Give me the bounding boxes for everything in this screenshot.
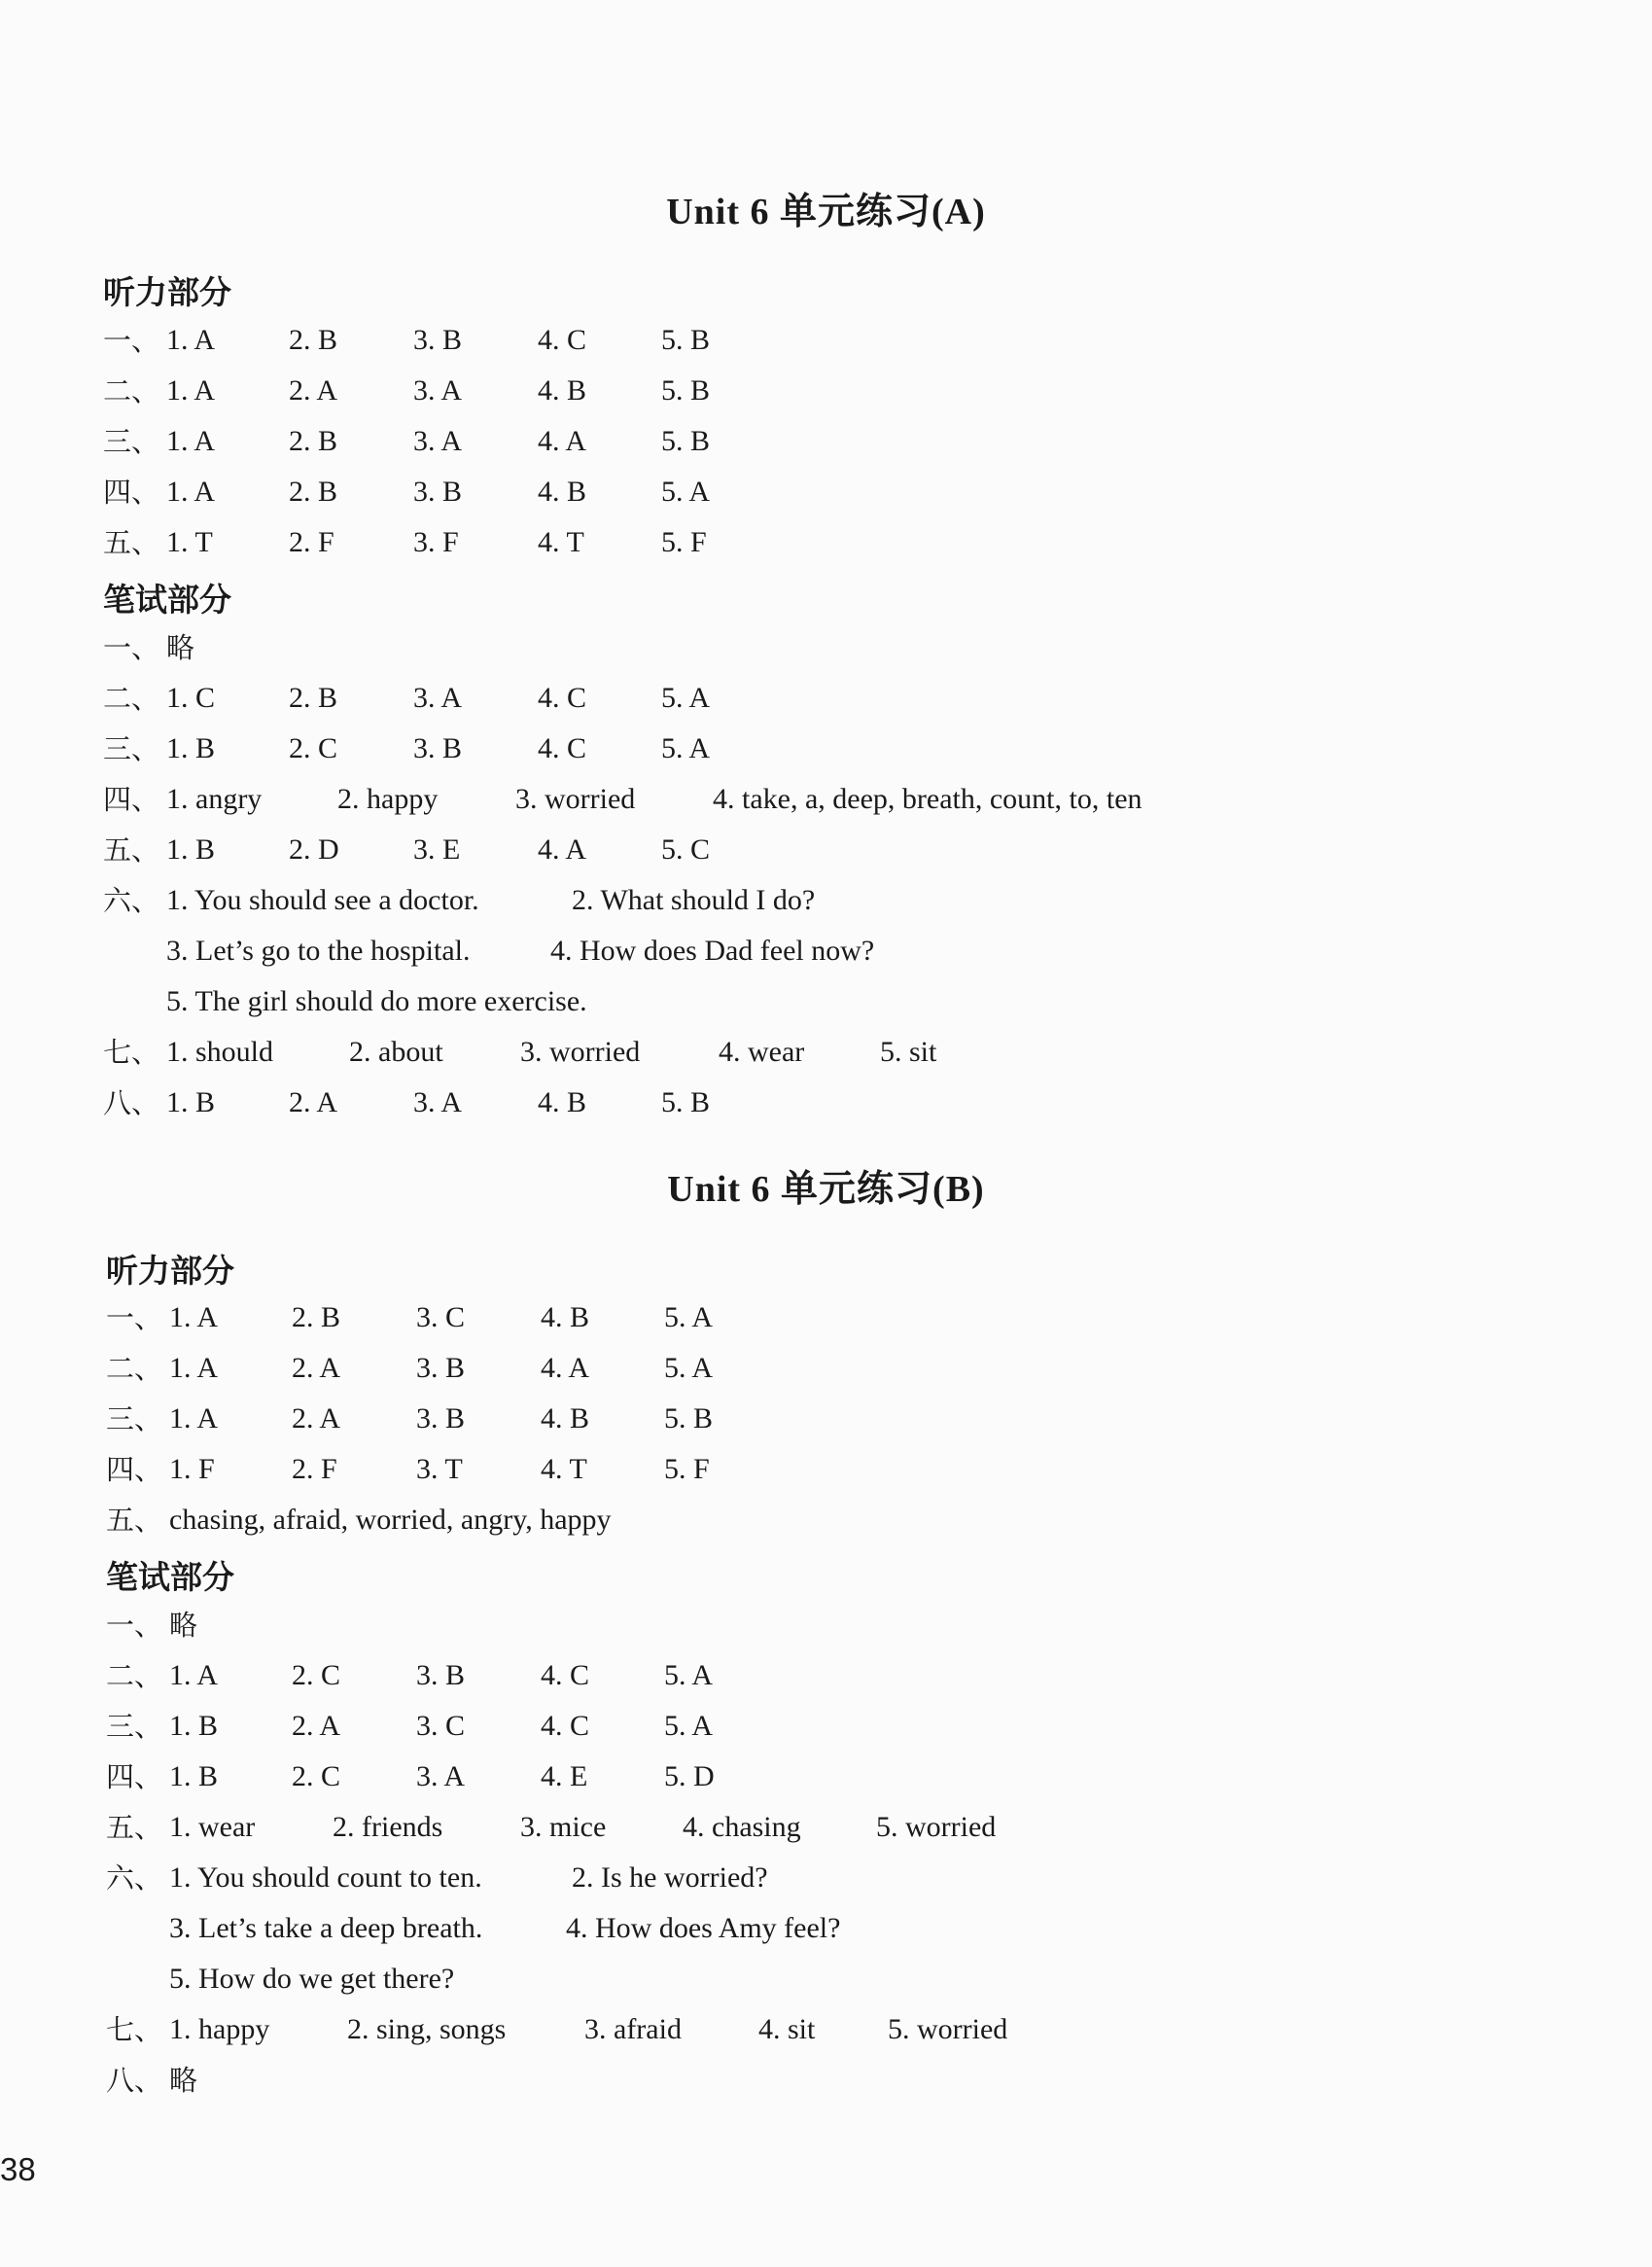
row-label: 三、 [103,425,160,458]
answer-item: 3. A [416,1760,466,1792]
answer-item: 4. T [541,1453,587,1485]
answer-item: 1. should [166,1036,274,1068]
answer-item: 3. B [413,732,463,764]
answer-item: 4. B [538,476,587,508]
answer-item: 3. A [413,374,463,407]
answer-item: 5. A [661,476,711,508]
answer-item: 3. Let’s go to the hospital. [166,935,471,967]
answer-item: 1. C [166,682,216,714]
answer-item: 2. B [289,324,338,356]
answer-item: 5. A [664,1710,714,1742]
answer-item: 2. C [292,1760,341,1792]
row-label: 八、 [103,1086,160,1119]
answer-item: 2. friends [333,1811,443,1843]
answer-item: 5. F [664,1453,710,1485]
answer-item: 3. C [416,1301,466,1333]
answer-item: 2. B [289,682,338,714]
answer-item: 1. A [166,425,216,457]
answer-item: 5. worried [888,2013,1008,2045]
answer-item: 1. F [169,1453,215,1485]
unit-b-title: Unit 6 单元练习(B) [667,1169,985,1210]
answer-item: 2. C [289,732,338,764]
answer-item: 1. A [169,1402,219,1435]
answer-item: 1. B [166,833,216,866]
answer-item: 3. B [416,1659,466,1691]
answer-item: 1. A [169,1659,219,1691]
answer-item: 3. C [416,1710,466,1742]
answer-item: 5. B [664,1402,714,1435]
answer-item: 2. Is he worried? [572,1861,768,1894]
answer-item: 4. B [541,1402,590,1435]
answer-text: 略 [166,631,195,664]
answer-item: 2. A [289,374,338,407]
answer-item: 1. wear [169,1811,256,1843]
row-label: 六、 [106,1861,163,1895]
row-label: 一、 [106,1609,163,1642]
answer-item: 5. B [661,324,711,356]
answer-item: 2. F [292,1453,337,1485]
answer-item: 4. take, a, deep, breath, count, to, ten [713,783,1142,815]
unit-a-listening-heading: 听力部分 [103,273,231,311]
row-label: 五、 [103,833,160,867]
answer-item: 4. How does Amy feel? [566,1912,841,1944]
unit-a-writing-heading: 笔试部分 [103,581,231,619]
page-number: 38 [0,2151,36,2187]
row-label: 二、 [106,1352,163,1385]
answer-item: 4. C [541,1710,590,1742]
row-label: 五、 [106,1504,163,1537]
answer-item: 1. B [166,1086,216,1118]
answer-item: 3. B [416,1402,466,1435]
answer-item: 1. A [166,324,216,356]
answer-item: 4. sit [758,2013,816,2045]
row-label: 一、 [103,324,160,357]
answer-item: 2. B [289,476,338,508]
row-label: 四、 [103,783,160,816]
answer-item: 1. A [169,1301,219,1333]
answer-item: 5. B [661,374,711,407]
row-label: 二、 [103,374,160,407]
answer-item: 5. worried [876,1811,997,1843]
answer-item: 4. C [538,324,587,356]
answer-item: 1. You should count to ten. [169,1861,482,1894]
answer-item: 1. angry [166,783,263,815]
answer-item: 3. worried [520,1036,641,1068]
answer-item: 3. B [416,1352,466,1384]
answer-text: 略 [169,1609,198,1642]
answer-item: 5. The girl should do more exercise. [166,985,587,1017]
answer-item: 5. A [664,1301,714,1333]
answer-item: 4. wear [719,1036,805,1068]
answer-item: 1. B [169,1710,219,1742]
unit-a-title: Unit 6 单元练习(A) [666,192,986,232]
answer-text: chasing, afraid, worried, angry, happy [169,1504,612,1536]
answer-item: 3. mice [520,1811,607,1843]
answer-item: 4. How does Dad feel now? [550,935,875,967]
unit-b-writing-heading: 笔试部分 [106,1558,234,1596]
row-label: 八、 [106,2064,163,2097]
answer-item: 3. worried [515,783,636,815]
answer-item: 2. B [289,425,338,457]
answer-item: 3. A [413,425,463,457]
row-label: 七、 [103,1036,160,1069]
answer-item: 4. A [541,1352,590,1384]
answer-item: 4. C [538,682,587,714]
answer-item: 2. about [349,1036,443,1068]
answer-item: 5. B [661,1086,711,1118]
row-label: 四、 [106,1760,163,1793]
answer-item: 3. A [413,1086,463,1118]
unit-b-listening-heading: 听力部分 [106,1252,234,1290]
answer-item: 5. A [661,732,711,764]
answer-item: 2. happy [337,783,439,815]
row-label: 三、 [106,1710,163,1743]
answer-item: 3. F [413,526,459,558]
answer-item: 4. T [538,526,584,558]
answer-item: 4. C [541,1659,590,1691]
answer-item: 3. Let’s take a deep breath. [169,1912,483,1944]
answer-item: 4. A [538,425,587,457]
answer-item: 3. A [413,682,463,714]
answer-item: 3. B [413,324,463,356]
answer-item: 5. A [664,1352,714,1384]
row-label: 六、 [103,884,160,917]
row-label: 二、 [103,682,160,715]
row-label: 四、 [106,1453,163,1486]
row-label: 五、 [106,1811,163,1844]
answer-item: 4. B [538,374,587,407]
answer-item: 1. B [169,1760,219,1792]
answer-item: 2. D [289,833,339,866]
answer-item: 2. A [292,1402,341,1435]
answer-item: 2. A [292,1352,341,1384]
answer-item: 1. You should see a doctor. [166,884,479,916]
answer-item: 2. A [292,1710,341,1742]
answer-item: 3. T [416,1453,463,1485]
answer-item: 2. A [289,1086,338,1118]
answer-item: 5. D [664,1760,715,1792]
answer-item: 5. A [664,1659,714,1691]
row-label: 五、 [103,526,160,559]
answer-item: 4. E [541,1760,588,1792]
answer-item: 4. A [538,833,587,866]
answer-item: 2. B [292,1301,341,1333]
answer-item: 1. A [169,1352,219,1384]
answer-item: 1. A [166,374,216,407]
answer-item: 1. A [166,476,216,508]
answer-item: 3. B [413,476,463,508]
answer-item: 2. C [292,1659,341,1691]
row-label: 三、 [106,1402,163,1435]
answer-item: 4. chasing [683,1811,801,1843]
answer-item: 5. sit [880,1036,937,1068]
answer-item: 4. C [538,732,587,764]
answer-item: 2. F [289,526,334,558]
row-label: 一、 [106,1301,163,1334]
answer-item: 3. afraid [584,2013,682,2045]
answer-item: 3. E [413,833,461,866]
answer-item: 2. What should I do? [572,884,816,916]
answer-item: 5. F [661,526,707,558]
answer-item: 1. B [166,732,216,764]
row-label: 一、 [103,631,160,664]
answer-item: 4. B [538,1086,587,1118]
row-label: 三、 [103,732,160,765]
answer-item: 5. A [661,682,711,714]
answer-text: 略 [169,2064,198,2097]
answer-item: 1. happy [169,2013,270,2045]
answer-item: 5. B [661,425,711,457]
answer-item: 5. C [661,833,711,866]
row-label: 四、 [103,476,160,509]
answer-item: 1. T [166,526,213,558]
answer-item: 5. How do we get there? [169,1963,455,1995]
answer-item: 4. B [541,1301,590,1333]
row-label: 二、 [106,1659,163,1692]
answer-item: 2. sing, songs [347,2013,507,2045]
row-label: 七、 [106,2013,163,2046]
